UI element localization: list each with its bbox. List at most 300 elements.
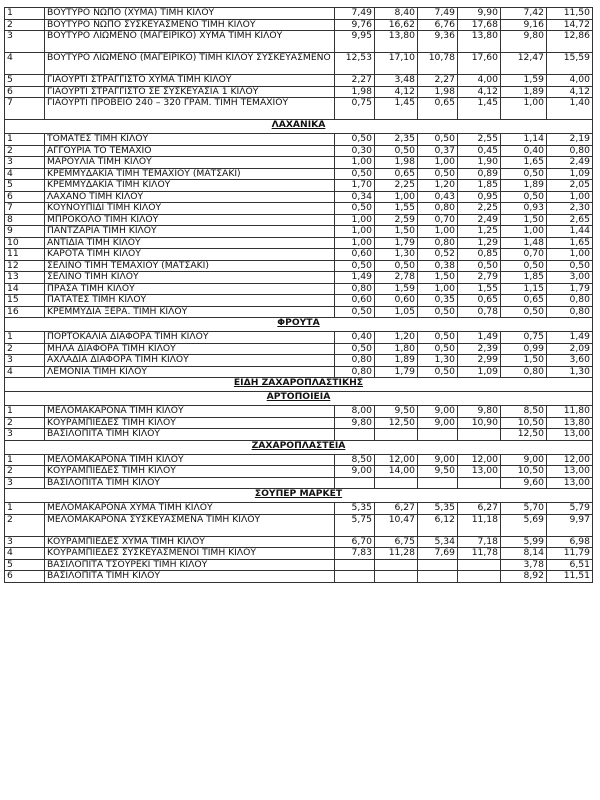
price-cell: 13,80 xyxy=(547,417,593,429)
price-cell: 1,00 xyxy=(418,157,458,169)
table-row xyxy=(5,503,593,515)
price-cell: 0,70 xyxy=(418,214,458,226)
price-cell: 10,50 xyxy=(501,466,547,478)
row-number: 11 xyxy=(5,249,45,261)
price-cell: 11,28 xyxy=(375,548,418,560)
price-cell: 9,50 xyxy=(375,406,418,418)
price-cell: 0,89 xyxy=(458,168,501,180)
price-cell xyxy=(375,429,418,441)
price-cell: 1,49 xyxy=(335,272,375,284)
price-cell: 2,30 xyxy=(547,203,593,215)
price-cell: 7,42 xyxy=(501,8,547,20)
row-number: 4 xyxy=(5,366,45,378)
price-cell: 17,10 xyxy=(375,53,418,75)
price-cell: 5,35 xyxy=(418,503,458,515)
price-cell xyxy=(418,429,458,441)
product-description: ΚΟΥΡΑΜΠΙΕΔΕΣ ΣΥΣΚΕΥΑΣΜΕΝΟΙ ΤΙΜΗ ΚΙΛΟΥ xyxy=(45,548,335,560)
price-cell: 5,34 xyxy=(418,536,458,548)
price-table xyxy=(4,7,593,583)
row-number: 3 xyxy=(5,429,45,441)
price-cell: 1,85 xyxy=(501,272,547,284)
table-row xyxy=(5,249,593,261)
price-cell xyxy=(335,559,375,571)
product-description: ΜΕΛΟΜΑΚΑΡΟΝΑ ΤΙΜΗ ΚΙΛΟΥ xyxy=(45,406,335,418)
price-cell: 0,50 xyxy=(547,260,593,272)
price-cell: 10,78 xyxy=(418,53,458,75)
price-cell: 2,49 xyxy=(458,214,501,226)
product-description: ΓΙΑΟΥΡΤΙ ΠΡΟΒΕΙΟ 240 – 320 ΓΡΑΜ. ΤΙΜΗ ΤΕΜΑΧΙΟΥ xyxy=(45,98,335,120)
product-description: ΓΙΑΟΥΡΤΙ ΣΤΡΑΓΓΙΣΤΟ ΣΕ ΣΥΣΚΕΥΑΣΙΑ 1 ΚΙΛΟΥ xyxy=(45,86,335,98)
price-cell: 0,65 xyxy=(501,295,547,307)
price-cell: 1,00 xyxy=(375,191,418,203)
row-number: 3 xyxy=(5,31,45,53)
price-cell: 10,50 xyxy=(501,417,547,429)
price-cell: 13,00 xyxy=(547,429,593,441)
product-description: ΒΑΣΙΛΟΠΙΤΑ ΤΙΜΗ ΚΙΛΟΥ xyxy=(45,571,335,583)
row-number: 2 xyxy=(5,145,45,157)
price-cell: 14,00 xyxy=(375,466,418,478)
price-cell: 13,00 xyxy=(458,466,501,478)
price-cell: 0,70 xyxy=(501,249,547,261)
table-row xyxy=(5,536,593,548)
price-cell: 9,76 xyxy=(335,19,375,31)
price-cell: 0,93 xyxy=(501,203,547,215)
price-cell: 6,98 xyxy=(547,536,593,548)
price-cell: 0,65 xyxy=(458,295,501,307)
price-cell: 12,00 xyxy=(547,454,593,466)
row-number: 1 xyxy=(5,503,45,515)
price-cell: 8,92 xyxy=(501,571,547,583)
product-description: ΚΡΕΜΜΥΔΑΚΙΑ ΤΙΜΗ ΚΙΛΟΥ xyxy=(45,180,335,192)
price-cell: 2,19 xyxy=(547,134,593,146)
table-row xyxy=(5,86,593,98)
product-description: ΠΡΑΣΑ ΤΙΜΗ ΚΙΛΟΥ xyxy=(45,283,335,295)
price-cell: 10,90 xyxy=(458,417,501,429)
product-description: ΚΟΥΡΑΜΠΙΕΔΕΣ ΤΙΜΗ ΚΙΛΟΥ xyxy=(45,466,335,478)
product-description: ΤΟΜΑΤΕΣ ΤΙΜΗ ΚΙΛΟΥ xyxy=(45,134,335,146)
price-cell: 1,98 xyxy=(335,86,375,98)
price-cell: 1,09 xyxy=(547,168,593,180)
row-number: 3 xyxy=(5,477,45,489)
row-number: 5 xyxy=(5,75,45,87)
price-cell: 13,80 xyxy=(375,31,418,53)
row-number: 15 xyxy=(5,295,45,307)
table-row xyxy=(5,168,593,180)
row-number: 1 xyxy=(5,134,45,146)
price-cell: 3,00 xyxy=(547,272,593,284)
price-cell: 0,50 xyxy=(501,260,547,272)
price-cell: 5,69 xyxy=(501,514,547,536)
price-cell: 1,00 xyxy=(335,214,375,226)
price-cell: 17,60 xyxy=(458,53,501,75)
section-header-row xyxy=(5,318,593,332)
table-row xyxy=(5,272,593,284)
price-cell: 0,50 xyxy=(375,145,418,157)
table-row xyxy=(5,53,593,75)
price-cell: 2,79 xyxy=(458,272,501,284)
price-cell: 1,85 xyxy=(458,180,501,192)
price-cell: 1,00 xyxy=(335,157,375,169)
price-cell: 6,51 xyxy=(547,559,593,571)
price-cell: 6,76 xyxy=(418,19,458,31)
row-number: 4 xyxy=(5,53,45,75)
table-row xyxy=(5,417,593,429)
table-row xyxy=(5,8,593,20)
price-cell: 11,51 xyxy=(547,571,593,583)
table-row xyxy=(5,454,593,466)
price-cell: 9,80 xyxy=(458,406,501,418)
price-cell: 7,69 xyxy=(418,548,458,560)
row-number: 6 xyxy=(5,86,45,98)
product-description: ΚΟΥΝΟΥΠΙΔΙ ΤΙΜΗ ΚΙΛΟΥ xyxy=(45,203,335,215)
price-cell: 0,65 xyxy=(418,98,458,120)
price-cell: 0,35 xyxy=(418,295,458,307)
table-row xyxy=(5,31,593,53)
price-cell: 16,62 xyxy=(375,19,418,31)
price-cell: 9,50 xyxy=(418,466,458,478)
price-cell: 0,80 xyxy=(547,145,593,157)
price-cell: 5,79 xyxy=(547,503,593,515)
product-description: ΚΡΕΜΜΥΔΑΚΙΑ ΤΙΜΗ ΤΕΜΑΧΙΟΥ (ΜΑΤΣΑΚΙ) xyxy=(45,168,335,180)
price-cell: 9,80 xyxy=(335,417,375,429)
price-cell: 2,78 xyxy=(375,272,418,284)
table-row xyxy=(5,406,593,418)
row-number: 2 xyxy=(5,417,45,429)
price-cell: 1,15 xyxy=(501,283,547,295)
section-title: ΖΑΧΑΡΟΠΛΑΣΤΕΙΑ xyxy=(5,440,593,454)
price-cell: 1,00 xyxy=(335,237,375,249)
price-cell: 1,30 xyxy=(547,366,593,378)
price-cell: 2,27 xyxy=(335,75,375,87)
price-cell: 13,00 xyxy=(547,466,593,478)
table-row xyxy=(5,477,593,489)
price-cell: 11,79 xyxy=(547,548,593,560)
price-cell: 2,25 xyxy=(375,180,418,192)
price-cell: 1,50 xyxy=(418,272,458,284)
row-number: 5 xyxy=(5,180,45,192)
product-description: ΜΗΛΑ ΔΙΑΦΟΡΑ ΤΙΜΗ ΚΙΛΟΥ xyxy=(45,343,335,355)
table-row xyxy=(5,98,593,120)
price-cell: 1,98 xyxy=(375,157,418,169)
price-cell: 2,27 xyxy=(418,75,458,87)
price-cell: 1,20 xyxy=(418,180,458,192)
price-cell: 3,78 xyxy=(501,559,547,571)
price-cell: 2,49 xyxy=(547,157,593,169)
price-cell: 9,16 xyxy=(501,19,547,31)
price-cell: 0,50 xyxy=(501,168,547,180)
price-cell: 0,60 xyxy=(375,295,418,307)
price-cell: 2,59 xyxy=(375,214,418,226)
price-cell xyxy=(375,559,418,571)
row-number: 14 xyxy=(5,283,45,295)
price-cell: 0,50 xyxy=(375,260,418,272)
product-description: ΑΓΓΟΥΡΙΑ ΤΟ ΤΕΜΑΧΙΟ xyxy=(45,145,335,157)
table-row xyxy=(5,180,593,192)
row-number: 2 xyxy=(5,466,45,478)
price-cell: 1,00 xyxy=(335,226,375,238)
price-cell: 11,50 xyxy=(547,8,593,20)
price-cell: 0,85 xyxy=(458,249,501,261)
price-cell: 1,00 xyxy=(418,226,458,238)
price-cell: 7,49 xyxy=(335,8,375,20)
price-cell: 1,14 xyxy=(501,134,547,146)
product-description: ΣΕΛΙΝΟ ΤΙΜΗ ΤΕΜΑΧΙΟΥ (ΜΑΤΣΑΚΙ) xyxy=(45,260,335,272)
price-cell: 0,50 xyxy=(501,306,547,318)
row-number: 16 xyxy=(5,306,45,318)
table-row xyxy=(5,548,593,560)
product-description: ΛΑΧΑΝΟ ΤΙΜΗ ΚΙΛΟΥ xyxy=(45,191,335,203)
price-cell xyxy=(418,477,458,489)
price-cell: 11,18 xyxy=(458,514,501,536)
row-number: 8 xyxy=(5,214,45,226)
price-cell: 0,40 xyxy=(335,332,375,344)
price-cell: 0,75 xyxy=(335,98,375,120)
price-cell: 1,00 xyxy=(547,191,593,203)
price-cell: 1,00 xyxy=(547,249,593,261)
price-cell: 0,50 xyxy=(335,260,375,272)
price-cell: 9,00 xyxy=(418,406,458,418)
table-row xyxy=(5,75,593,87)
table-row xyxy=(5,429,593,441)
price-cell: 7,83 xyxy=(335,548,375,560)
price-cell xyxy=(375,571,418,583)
row-number: 6 xyxy=(5,191,45,203)
price-cell: 14,72 xyxy=(547,19,593,31)
table-row xyxy=(5,295,593,307)
price-cell: 0,50 xyxy=(335,134,375,146)
table-row xyxy=(5,514,593,536)
product-description: ΚΡΕΜΜΥΔΙΑ ΞΕΡΑ. ΤΙΜΗ ΚΙΛΟΥ xyxy=(45,306,335,318)
section-header-row xyxy=(5,440,593,454)
product-description: ΒΟΥΤΥΡΟ ΛΙΩΜΕΝΟ (ΜΑΓΕΙΡΙΚΟ) ΤΙΜΗ ΚΙΛΟΥ ΣΥΣΚΕΥΑΣΜΕΝΟ xyxy=(45,53,335,75)
row-number: 1 xyxy=(5,406,45,418)
price-cell: 1,00 xyxy=(501,98,547,120)
product-description: ΜΕΛΟΜΑΚΑΡΟΝΑ ΤΙΜΗ ΚΙΛΟΥ xyxy=(45,454,335,466)
price-cell: 4,12 xyxy=(458,86,501,98)
price-cell: 1,79 xyxy=(375,366,418,378)
product-description: ΑΝΤΙΔΙΑ ΤΙΜΗ ΚΙΛΟΥ xyxy=(45,237,335,249)
price-cell: 1,55 xyxy=(458,283,501,295)
price-cell: 1,45 xyxy=(458,98,501,120)
price-cell: 1,50 xyxy=(375,226,418,238)
table-row xyxy=(5,203,593,215)
table-row xyxy=(5,466,593,478)
price-cell: 7,49 xyxy=(418,8,458,20)
row-number: 7 xyxy=(5,203,45,215)
price-cell xyxy=(335,477,375,489)
row-number: 9 xyxy=(5,226,45,238)
row-number: 13 xyxy=(5,272,45,284)
product-description: ΚΑΡΟΤΑ ΤΙΜΗ ΚΙΛΟΥ xyxy=(45,249,335,261)
section-header-row xyxy=(5,378,593,392)
row-number: 4 xyxy=(5,548,45,560)
price-cell: 1,89 xyxy=(501,86,547,98)
table-row xyxy=(5,571,593,583)
price-cell: 1,49 xyxy=(547,332,593,344)
table-row xyxy=(5,19,593,31)
price-cell: 1,50 xyxy=(501,214,547,226)
table-row xyxy=(5,134,593,146)
price-cell xyxy=(458,571,501,583)
price-cell: 1,40 xyxy=(547,98,593,120)
price-cell: 0,65 xyxy=(375,168,418,180)
price-cell: 1,50 xyxy=(501,355,547,367)
price-cell: 0,50 xyxy=(418,366,458,378)
price-cell xyxy=(458,559,501,571)
price-cell xyxy=(458,429,501,441)
price-cell: 0,45 xyxy=(458,145,501,157)
product-description: ΜΕΛΟΜΑΚΑΡΟΝΑ ΧΥΜΑ ΤΙΜΗ ΚΙΛΟΥ xyxy=(45,503,335,515)
product-description: ΣΕΛΙΝΟ ΤΙΜΗ ΚΙΛΟΥ xyxy=(45,272,335,284)
product-description: ΓΙΑΟΥΡΤΙ ΣΤΡΑΓΓΙΣΤΟ ΧΥΜΑ ΤΙΜΗ ΚΙΛΟΥ xyxy=(45,75,335,87)
row-number: 1 xyxy=(5,454,45,466)
table-row xyxy=(5,157,593,169)
price-cell: 9,90 xyxy=(458,8,501,20)
price-cell: 13,00 xyxy=(547,477,593,489)
price-cell: 12,00 xyxy=(375,454,418,466)
row-number: 1 xyxy=(5,332,45,344)
price-cell: 0,60 xyxy=(335,249,375,261)
price-cell: 2,05 xyxy=(547,180,593,192)
price-cell: 4,00 xyxy=(547,75,593,87)
price-cell: 0,80 xyxy=(418,237,458,249)
price-cell: 0,50 xyxy=(501,191,547,203)
product-description: ΒΑΣΙΛΟΠΙΤΑ ΤΙΜΗ ΚΙΛΟΥ xyxy=(45,477,335,489)
table-row xyxy=(5,237,593,249)
price-cell: 2,25 xyxy=(458,203,501,215)
product-description: ΒΟΥΤΥΡΟ ΝΩΠΟ ΣΥΣΚΕΥΑΣΜΕΝΟ ΤΙΜΗ ΚΙΛΟΥ xyxy=(45,19,335,31)
price-cell: 8,00 xyxy=(335,406,375,418)
price-cell: 0,50 xyxy=(418,134,458,146)
price-cell: 0,50 xyxy=(418,343,458,355)
table-row xyxy=(5,366,593,378)
price-cell: 12,47 xyxy=(501,53,547,75)
price-cell: 6,75 xyxy=(375,536,418,548)
table-row xyxy=(5,283,593,295)
price-cell xyxy=(375,477,418,489)
row-number: 4 xyxy=(5,168,45,180)
section-title: ΑΡΤΟΠΟΙΕΙΑ xyxy=(5,392,593,406)
price-cell: 0,30 xyxy=(335,145,375,157)
row-number: 5 xyxy=(5,559,45,571)
price-cell: 6,70 xyxy=(335,536,375,548)
row-number: 3 xyxy=(5,536,45,548)
table-row xyxy=(5,214,593,226)
row-number: 3 xyxy=(5,157,45,169)
price-cell: 1,00 xyxy=(501,226,547,238)
price-cell: 0,95 xyxy=(458,191,501,203)
product-description: ΒΟΥΤΥΡΟ ΝΩΠΟ (ΧΥΜΑ) ΤΙΜΗ ΚΙΛΟΥ xyxy=(45,8,335,20)
price-cell xyxy=(335,429,375,441)
price-cell: 0,80 xyxy=(335,366,375,378)
price-cell: 9,00 xyxy=(501,454,547,466)
price-cell: 1,98 xyxy=(418,86,458,98)
row-number: 7 xyxy=(5,98,45,120)
price-cell: 2,35 xyxy=(375,134,418,146)
price-cell: 12,50 xyxy=(501,429,547,441)
price-cell: 0,60 xyxy=(335,295,375,307)
row-number: 2 xyxy=(5,19,45,31)
price-cell: 0,50 xyxy=(458,260,501,272)
price-cell: 0,37 xyxy=(418,145,458,157)
price-cell: 1,65 xyxy=(547,237,593,249)
price-cell: 4,12 xyxy=(375,86,418,98)
table-row xyxy=(5,343,593,355)
table-row xyxy=(5,145,593,157)
price-cell: 9,00 xyxy=(418,417,458,429)
price-cell: 2,39 xyxy=(458,343,501,355)
price-cell: 0,80 xyxy=(335,283,375,295)
price-cell: 0,50 xyxy=(335,168,375,180)
product-description: ΒΟΥΤΥΡΟ ΛΙΩΜΕΝΟ (ΜΑΓΕΙΡΙΚΟ) ΧΥΜΑ ΤΙΜΗ ΚΙΛΟΥ xyxy=(45,31,335,53)
price-cell: 6,27 xyxy=(375,503,418,515)
price-cell: 3,60 xyxy=(547,355,593,367)
price-cell: 1,00 xyxy=(418,283,458,295)
price-cell xyxy=(335,571,375,583)
table-row xyxy=(5,191,593,203)
price-cell: 3,48 xyxy=(375,75,418,87)
price-cell: 0,80 xyxy=(335,355,375,367)
row-number: 2 xyxy=(5,514,45,536)
price-cell: 8,50 xyxy=(335,454,375,466)
price-cell: 9,95 xyxy=(335,31,375,53)
product-description: ΒΑΣΙΛΟΠΙΤΑ ΤΙΜΗ ΚΙΛΟΥ xyxy=(45,429,335,441)
product-description: ΑΧΛΑΔΙΑ ΔΙΑΦΟΡΑ ΤΙΜΗ ΚΙΛΟΥ xyxy=(45,355,335,367)
price-cell: 5,35 xyxy=(335,503,375,515)
price-cell: 8,50 xyxy=(501,406,547,418)
price-cell: 15,59 xyxy=(547,53,593,75)
price-cell: 12,50 xyxy=(375,417,418,429)
price-cell: 1,44 xyxy=(547,226,593,238)
price-cell: 11,80 xyxy=(547,406,593,418)
price-cell: 9,36 xyxy=(418,31,458,53)
row-number: 3 xyxy=(5,355,45,367)
table-row xyxy=(5,226,593,238)
price-cell: 0,80 xyxy=(547,295,593,307)
price-cell: 1,20 xyxy=(375,332,418,344)
price-cell: 2,09 xyxy=(547,343,593,355)
price-cell: 1,59 xyxy=(501,75,547,87)
price-cell: 1,29 xyxy=(458,237,501,249)
product-description: ΒΑΣΙΛΟΠΙΤΑ ΤΣΟΥΡΕΚΙ ΤΙΜΗ ΚΙΛΟΥ xyxy=(45,559,335,571)
price-cell: 12,86 xyxy=(547,31,593,53)
price-cell: 0,50 xyxy=(418,332,458,344)
row-number: 1 xyxy=(5,8,45,20)
price-cell: 0,80 xyxy=(501,366,547,378)
price-cell: 0,38 xyxy=(418,260,458,272)
price-cell: 0,40 xyxy=(501,145,547,157)
row-number: 2 xyxy=(5,343,45,355)
price-cell: 9,80 xyxy=(501,31,547,53)
price-cell: 9,00 xyxy=(418,454,458,466)
price-cell: 1,80 xyxy=(375,343,418,355)
price-cell: 7,18 xyxy=(458,536,501,548)
price-cell: 1,48 xyxy=(501,237,547,249)
price-cell: 0,50 xyxy=(418,306,458,318)
price-cell: 1,70 xyxy=(335,180,375,192)
price-cell: 1,65 xyxy=(501,157,547,169)
price-cell: 1,30 xyxy=(418,355,458,367)
price-cell: 1,25 xyxy=(458,226,501,238)
price-cell: 9,60 xyxy=(501,477,547,489)
price-cell: 9,00 xyxy=(335,466,375,478)
section-header-row xyxy=(5,120,593,134)
price-cell: 0,43 xyxy=(418,191,458,203)
section-title: ΣΟΥΠΕΡ ΜΑΡΚΕΤ xyxy=(5,489,593,503)
price-cell: 2,55 xyxy=(458,134,501,146)
price-cell: 6,12 xyxy=(418,514,458,536)
price-cell: 0,50 xyxy=(418,168,458,180)
